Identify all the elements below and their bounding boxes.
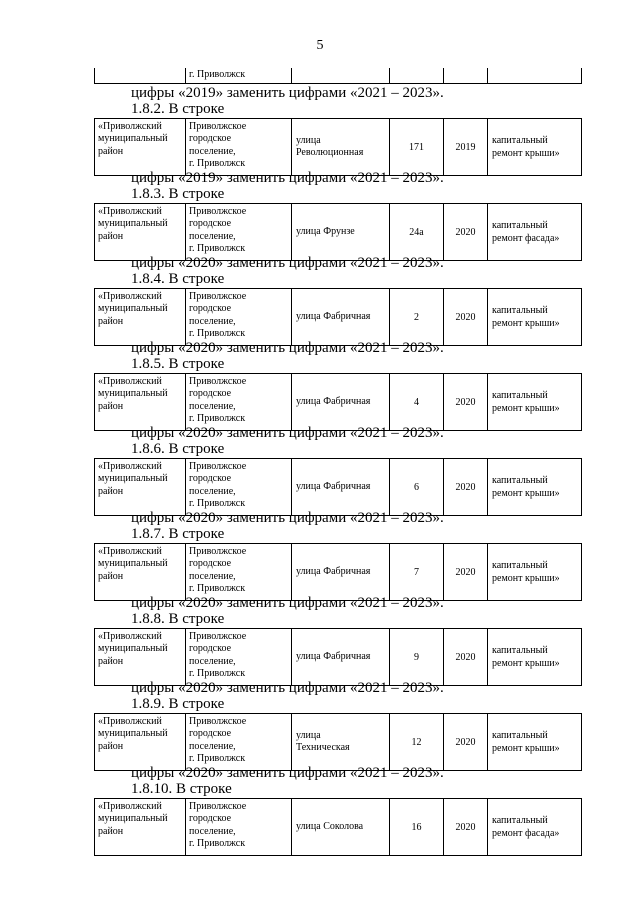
street-text: улица Фрунзе (296, 225, 355, 237)
year-cell (443, 629, 487, 685)
table-row (94, 458, 582, 516)
year-cell (443, 459, 487, 515)
work-type-cell (487, 714, 581, 770)
settlement-cell (185, 544, 291, 600)
street-text: улица Фабричная (296, 395, 371, 407)
work-type-text: капитальный ремонт крыши» (492, 730, 560, 754)
house-number-text: 24а (409, 226, 424, 238)
settlement-tail: г. Приволжск (189, 69, 246, 80)
table-row (94, 118, 582, 176)
district-cell (95, 204, 185, 260)
settlement-cell (185, 629, 291, 685)
replace-instruction: цифры «2019» заменить цифрами «2021 – 2023». (131, 85, 444, 101)
table-row (94, 798, 582, 856)
district-text: «Приволжский муниципальный район (98, 376, 168, 412)
settlement-cell (185, 459, 291, 515)
house-number-text: 171 (409, 141, 424, 153)
year-cell (443, 289, 487, 345)
replace-instruction: цифры «2020» заменить цифрами «2021 – 2023». (131, 595, 444, 611)
work-type-cell (487, 289, 581, 345)
street-cell (291, 289, 389, 345)
district-text: «Приволжский муниципальный район (98, 121, 168, 157)
settlement-cell (185, 289, 291, 345)
year-cell (443, 544, 487, 600)
column-divider (443, 68, 444, 83)
work-type-cell (487, 544, 581, 600)
house-number-cell (389, 204, 443, 260)
year-text: 2020 (455, 821, 476, 833)
street-text: улица Фабричная (296, 480, 371, 492)
house-number-text: 2 (414, 311, 419, 323)
settlement-text: Приволжское городское поселение, г. Приволжск (189, 631, 247, 679)
section-heading: 1.8.3. В строке (131, 186, 225, 202)
year-text: 2020 (455, 481, 476, 493)
settlement-text: Приволжское городское поселение, г. Приволжск (189, 546, 247, 594)
page-number: 5 (316, 38, 324, 53)
work-type-text: капитальный ремонт крыши» (492, 390, 560, 414)
year-text: 2020 (455, 651, 476, 663)
year-cell (443, 799, 487, 855)
work-type-cell (487, 629, 581, 685)
street-cell (291, 204, 389, 260)
year-text: 2020 (455, 736, 476, 748)
section-heading: 1.8.7. В строке (131, 526, 225, 542)
work-type-cell (487, 374, 581, 430)
street-cell (291, 714, 389, 770)
year-text: 2019 (455, 141, 476, 153)
replace-instruction: цифры «2020» заменить цифрами «2021 – 2023». (131, 425, 444, 441)
house-number-cell (389, 714, 443, 770)
district-text: «Приволжский муниципальный район (98, 801, 168, 837)
work-type-cell (487, 204, 581, 260)
house-number-cell (389, 544, 443, 600)
table-row (94, 288, 582, 346)
settlement-text: Приволжское городское поселение, г. Приволжск (189, 801, 247, 849)
replace-instruction: цифры «2019» заменить цифрами «2021 – 2023». (131, 170, 444, 186)
street-cell (291, 374, 389, 430)
section-heading: 1.8.2. В строке (131, 101, 225, 117)
replace-instruction: цифры «2020» заменить цифрами «2021 – 2023». (131, 765, 444, 781)
column-divider (487, 68, 488, 83)
street-cell (291, 119, 389, 175)
house-number-cell (389, 629, 443, 685)
house-number-cell (389, 289, 443, 345)
district-cell (95, 799, 185, 855)
street-text: улица Фабричная (296, 650, 371, 662)
street-text: улица Техническая (296, 729, 350, 753)
settlement-cell (185, 204, 291, 260)
work-type-text: капитальный ремонт фасада» (492, 815, 560, 839)
year-cell (443, 204, 487, 260)
table-row (94, 713, 582, 771)
district-text: «Приволжский муниципальный район (98, 631, 168, 667)
replace-instruction: цифры «2020» заменить цифрами «2021 – 2023». (131, 680, 444, 696)
year-text: 2020 (455, 226, 476, 238)
settlement-cell (185, 799, 291, 855)
work-type-text: капитальный ремонт крыши» (492, 645, 560, 669)
work-type-cell (487, 119, 581, 175)
district-cell (95, 459, 185, 515)
settlement-text: Приволжское городское поселение, г. Приволжск (189, 376, 247, 424)
settlement-text: Приволжское городское поселение, г. Приволжск (189, 206, 247, 254)
house-number-cell (389, 374, 443, 430)
district-text: «Приволжский муниципальный район (98, 291, 168, 327)
house-number-text: 7 (414, 566, 419, 578)
district-text: «Приволжский муниципальный район (98, 461, 168, 497)
house-number-text: 16 (411, 821, 422, 833)
section-heading: 1.8.8. В строке (131, 611, 225, 627)
settlement-cell (185, 119, 291, 175)
year-text: 2020 (455, 311, 476, 323)
section-heading: 1.8.9. В строке (131, 696, 225, 712)
column-divider (291, 68, 292, 83)
table-row (94, 203, 582, 261)
house-number-text: 4 (414, 396, 419, 408)
house-number-cell (389, 799, 443, 855)
replace-instruction: цифры «2020» заменить цифрами «2021 – 2023». (131, 510, 444, 526)
district-text: «Приволжский муниципальный район (98, 206, 168, 242)
section-heading: 1.8.5. В строке (131, 356, 225, 372)
street-text: улица Фабричная (296, 310, 371, 322)
settlement-text: Приволжское городское поселение, г. Приволжск (189, 461, 247, 509)
street-text: улица Революционная (296, 134, 364, 158)
column-divider (389, 68, 390, 83)
house-number-cell (389, 119, 443, 175)
district-text: «Приволжский муниципальный район (98, 716, 168, 752)
year-cell (443, 714, 487, 770)
work-type-text: капитальный ремонт крыши» (492, 475, 560, 499)
year-cell (443, 119, 487, 175)
settlement-text: Приволжское городское поселение, г. Приволжск (189, 291, 247, 339)
table-fragment-row (94, 68, 582, 84)
district-cell (95, 374, 185, 430)
settlement-text: Приволжское городское поселение, г. Приволжск (189, 121, 247, 169)
street-text: улица Соколова (296, 820, 364, 832)
district-cell (95, 544, 185, 600)
replace-instruction: цифры «2020» заменить цифрами «2021 – 2023». (131, 255, 444, 271)
replace-instruction: цифры «2020» заменить цифрами «2021 – 2023». (131, 340, 444, 356)
year-text: 2020 (455, 396, 476, 408)
section-heading: 1.8.4. В строке (131, 271, 225, 287)
settlement-cell (185, 714, 291, 770)
section-heading: 1.8.6. В строке (131, 441, 225, 457)
table-row (94, 628, 582, 686)
table-row (94, 373, 582, 431)
district-cell (95, 119, 185, 175)
settlement-cell (185, 374, 291, 430)
section-heading: 1.8.10. В строке (131, 781, 232, 797)
street-cell (291, 799, 389, 855)
district-cell (95, 714, 185, 770)
work-type-text: капитальный ремонт фасада» (492, 220, 560, 244)
column-divider (185, 68, 186, 83)
year-cell (443, 374, 487, 430)
work-type-text: капитальный ремонт крыши» (492, 305, 560, 329)
district-text: «Приволжский муниципальный район (98, 546, 168, 582)
district-cell (95, 629, 185, 685)
year-text: 2020 (455, 566, 476, 578)
street-cell (291, 629, 389, 685)
work-type-text: капитальный ремонт крыши» (492, 135, 560, 159)
street-cell (291, 544, 389, 600)
work-type-cell (487, 799, 581, 855)
house-number-text: 9 (414, 651, 419, 663)
settlement-text: Приволжское городское поселение, г. Приволжск (189, 716, 247, 764)
work-type-text: капитальный ремонт крыши» (492, 560, 560, 584)
work-type-cell (487, 459, 581, 515)
district-cell (95, 289, 185, 345)
street-text: улица Фабричная (296, 565, 371, 577)
street-cell (291, 459, 389, 515)
house-number-text: 12 (411, 736, 422, 748)
house-number-cell (389, 459, 443, 515)
table-row (94, 543, 582, 601)
house-number-text: 6 (414, 481, 419, 493)
